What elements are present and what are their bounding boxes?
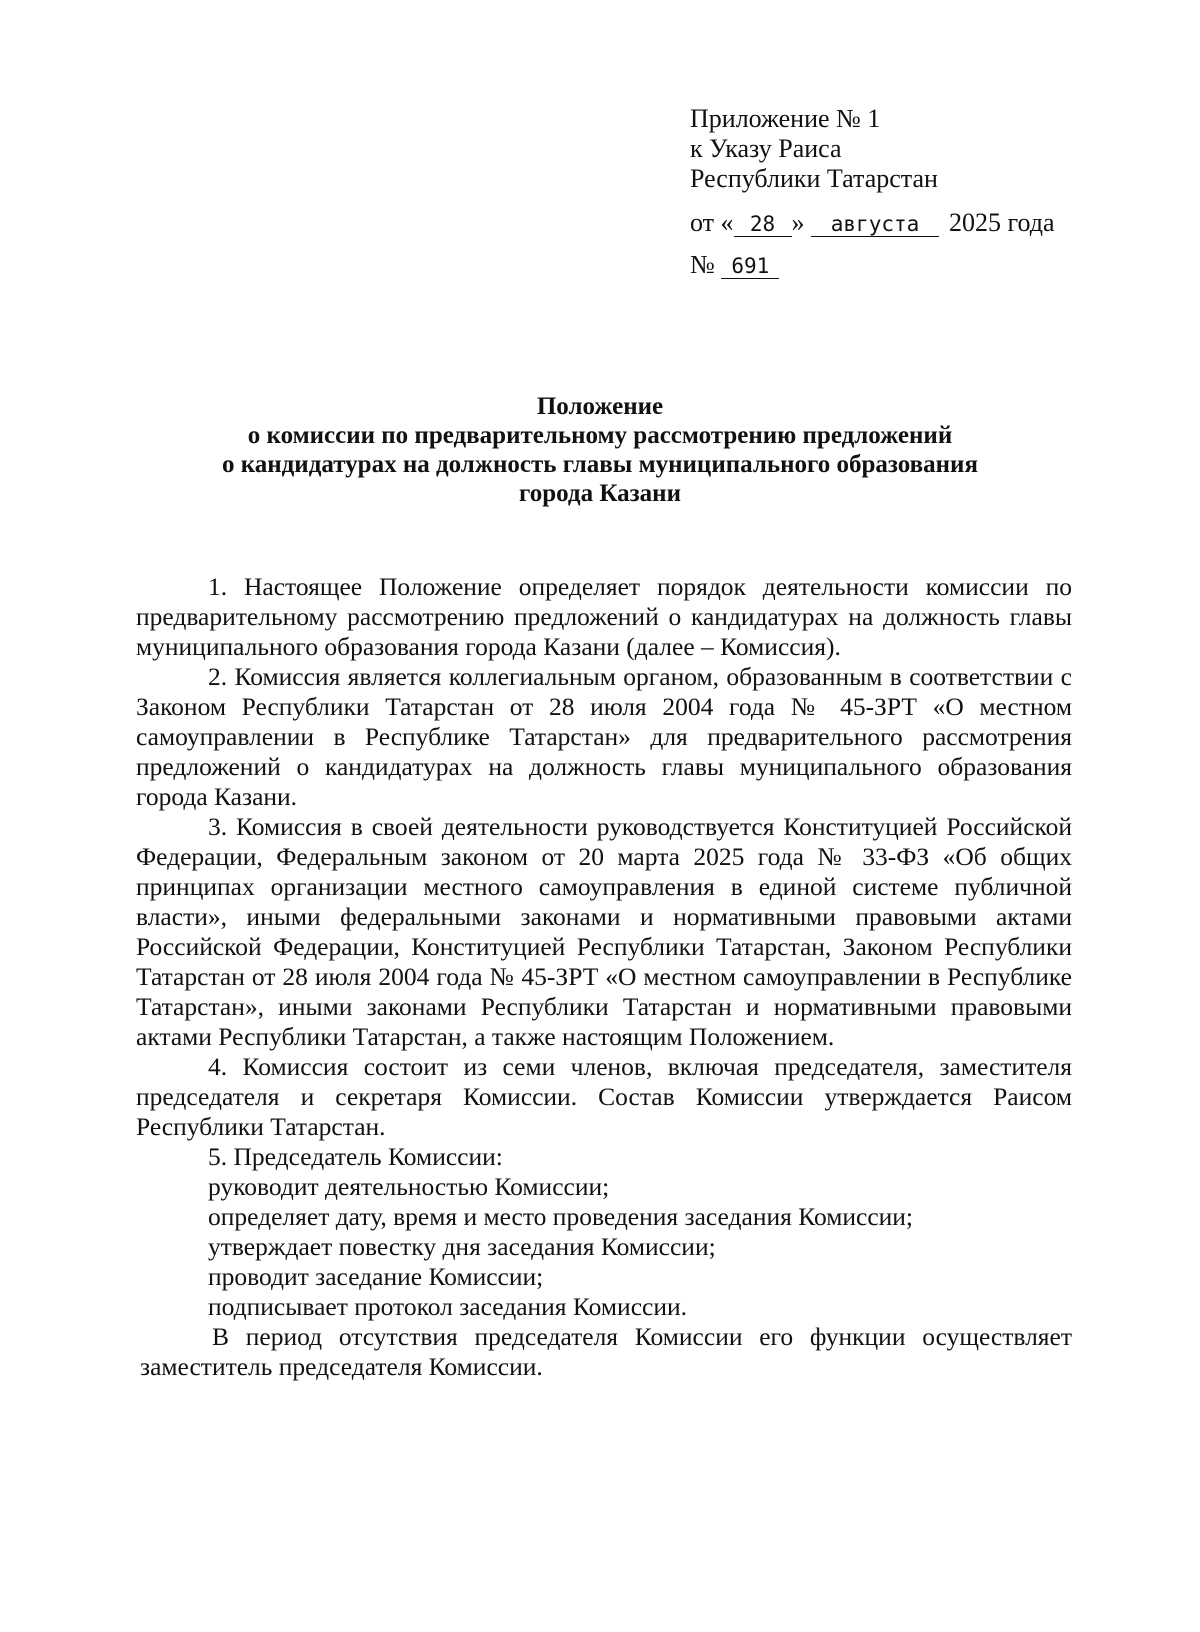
title-line-4: города Казани [519,480,681,507]
appendix-date [690,208,1055,238]
title-line-3: о кандидатурах на должность главы муниципального образования [221,451,978,478]
paragraph-2: 2. Комиссия является коллегиальным органом, образованным в соответствии с Законом Республики Татарстан от 28 июля 2004 года № 45-ЗРТ «О местном самоуправлении в Республике Татарстан» для предварительного рассмотрения предложений о кандидатурах на должность главы муниципального образования города Казани. [136,662,1072,811]
paragraph-4: 4. Комиссия состоит из семи членов, включая председателя, заместителя председателя и секретаря Комиссии. Состав Комиссии утверждается Раисом Республики Татарстан. [136,1052,1072,1141]
date-day: 28 [734,212,792,237]
date-year: 2025 года [949,208,1055,237]
paragraph-6: В период отсутствия председателя Комиссии его функции осуществляет заместитель председателя Комиссии. [140,1322,1072,1381]
appendix-number [690,250,1055,280]
date-day-close: » [791,208,805,237]
paragraph-3: 3. Комиссия в своей деятельности руководствуется Конституцией Российской Федерации, Федеральным законом от 20 марта 2025 года № 33-ФЗ «Об общих принципах организации местного самоуправления в единой системе публичной власти», иными федеральными законами и нормативными правовыми актами Российской Федерации, Конституцией Республики Татарстан, Законом Республики Татарстан от 28 июля 2004 года № 45-ЗРТ «О местном самоуправлении в Республике Татарстан», иными законами Республики Татарстан и нормативными правовыми актами Республики Татарстан, а также настоящим Положением. [136,812,1072,1051]
appendix-republic: Республики Татарстан [690,164,938,193]
appendix-title: Приложение № 1 [690,104,881,133]
list-item: утверждает повестку дня заседания Комиссии; [208,1232,716,1261]
appendix-decree-ref: к Указу Раиса [690,134,842,163]
date-prefix: от « [690,208,734,237]
list-item: руководит деятельностью Комиссии; [208,1172,610,1201]
document-title [0,392,1200,508]
document-body [136,572,1072,1382]
list-item: подписывает протокол заседания Комиссии. [208,1292,687,1321]
paragraph-5: 5. Председатель Комиссии: [208,1142,503,1171]
list-item: проводит заседание Комиссии; [208,1262,544,1291]
date-month: августа [811,212,939,237]
paragraph-1: 1. Настоящее Положение определяет порядок деятельности комиссии по предварительному рассмотрению предложений о кандидатурах на должность главы муниципального образования города Казани (далее – Комиссия). [136,572,1072,661]
title-line-1: Положение [536,393,664,420]
number-value: 691 [721,254,779,279]
list-item: определяет дату, время и место проведения заседания Комиссии; [208,1202,914,1231]
number-prefix: № [690,250,715,279]
appendix-header [690,104,1055,280]
title-line-2: о комиссии по предварительному рассмотрению предложений [247,422,953,449]
